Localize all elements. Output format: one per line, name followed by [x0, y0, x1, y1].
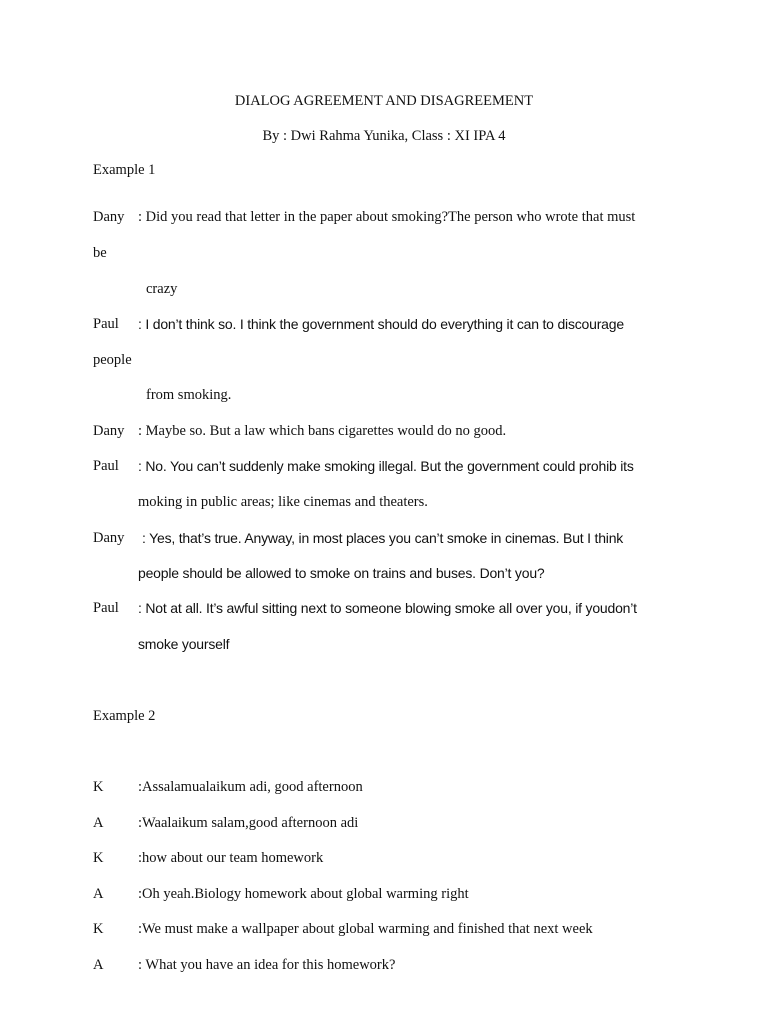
speaker-label: K: [93, 921, 104, 937]
dialog-text: : I don’t think so. I think the government should do everything it can to discourage: [138, 316, 624, 332]
speaker-label: A: [93, 957, 104, 973]
speaker-label: A: [93, 815, 104, 831]
speaker-label: Paul: [93, 316, 119, 332]
dialog-text-wrap: be: [93, 245, 107, 261]
example-2-heading: Example 2: [93, 708, 156, 724]
dialog-text: : Not at all. It’s awful sitting next to someone blowing smoke all over you, if youdon’t: [138, 600, 637, 616]
dialog-text-continuation: smoke yourself: [138, 636, 230, 652]
dialog-text: :Waalaikum salam,good afternoon adi: [138, 815, 359, 831]
dialog-text: :We must make a wallpaper about global warming and finished that next week: [138, 921, 593, 937]
speaker-label: Paul: [93, 600, 119, 616]
dialog-text-continuation: people should be allowed to smoke on trains and buses. Don’t you?: [138, 565, 545, 581]
speaker-label: Dany: [93, 530, 125, 546]
dialog-text-continuation: from smoking.: [146, 387, 232, 403]
document-byline: By : Dwi Rahma Yunika, Class : XI IPA 4: [262, 128, 506, 144]
speaker-label: A: [93, 886, 104, 902]
dialog-text: :Assalamualaikum adi, good afternoon: [138, 779, 363, 795]
document-title: DIALOG AGREEMENT AND DISAGREEMENT: [234, 93, 534, 109]
speaker-label: Dany: [93, 209, 125, 225]
dialog-text: :Oh yeah.Biology homework about global warming right: [138, 886, 469, 902]
dialog-text: : No. You can’t suddenly make smoking illegal. But the government could prohib its: [138, 458, 634, 474]
dialog-text: : Maybe so. But a law which bans cigarettes would do no good.: [138, 423, 507, 439]
example-1-heading: Example 1: [93, 162, 156, 178]
dialog-text: : Did you read that letter in the paper about smoking?The person who wrote that must: [138, 209, 636, 225]
speaker-label: K: [93, 850, 104, 866]
dialog-text: : Yes, that’s true. Anyway, in most places you can’t smoke in cinemas. But I think: [142, 530, 624, 546]
speaker-label: Dany: [93, 423, 125, 439]
dialog-text-wrap: people: [93, 352, 132, 368]
dialog-text: : What you have an idea for this homework?: [138, 957, 396, 973]
dialog-text-continuation: crazy: [146, 281, 178, 297]
speaker-label: K: [93, 779, 104, 795]
dialog-text: :how about our team homework: [138, 850, 324, 866]
speaker-label: Paul: [93, 458, 119, 474]
dialog-text-continuation: moking in public areas; like cinemas and theaters.: [138, 494, 428, 510]
